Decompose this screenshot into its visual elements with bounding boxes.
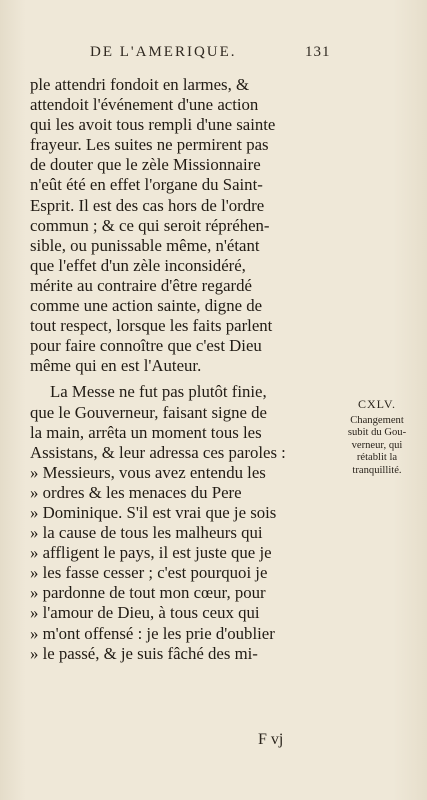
text-line: » la cause de tous les malheurs qui: [30, 523, 263, 543]
text-line: mérite au contraire d'être regardé: [30, 275, 252, 295]
text-line: la main, arrêta un moment tous les: [30, 422, 262, 442]
text-line: » Dominique. S'il est vrai que je sois: [30, 502, 277, 522]
text-line: La Messe ne fut pas plutôt finie,: [50, 382, 267, 402]
text-line: » l'amour de Dieu, à tous ceux qui: [30, 603, 260, 623]
margin-note-line: rétablit la: [356, 452, 398, 464]
margin-note-line: tranquillité.: [352, 464, 402, 476]
text-line: Esprit. Il est des cas hors de l'ordre: [30, 195, 265, 215]
text-line: n'eût été en effet l'organe du Saint-: [30, 175, 263, 195]
text-line: même qui en est l'Auteur.: [30, 356, 202, 376]
text-line: » m'ont offensé : je les prie d'oublier: [30, 623, 275, 643]
body-text: [30, 75, 340, 664]
text-line: » le passé, & je suis fâché des mi-: [30, 643, 258, 663]
text-line: » pardonne de tout mon cœur, pour: [30, 583, 266, 603]
text-line: que l'effet d'un zèle inconsidéré,: [30, 255, 246, 275]
margin-note-line: verneur, qui: [351, 439, 403, 451]
text-line: ple attendri fondoit en larmes, &: [30, 75, 250, 94]
text-line: » ordres & les menaces du Pere: [30, 482, 242, 502]
text-line: sible, ou punissable même, n'étant: [30, 235, 260, 255]
text-line: de douter que le zèle Missionnaire: [30, 155, 261, 175]
text-line: attendoit l'événement d'une action: [30, 95, 259, 115]
margin-note-line: Changement: [350, 415, 404, 426]
signature-mark: F vj: [258, 731, 284, 748]
text-line: Assistans, & leur adressa ces paroles :: [30, 442, 286, 462]
text-line: comme une action sainte, digne de: [30, 296, 263, 316]
margin-note-line: subit du Gou-: [347, 427, 407, 439]
text-line: frayeur. Les suites ne permirent pas: [30, 135, 269, 155]
text-line: que le Gouverneur, faisant signe de: [30, 402, 267, 422]
margin-note-number: CXLV.: [357, 397, 397, 411]
running-title: DE L'AMERIQUE.: [90, 44, 237, 60]
margin-note: [338, 397, 416, 477]
text-line: pour faire connoître que c'est Dieu: [30, 336, 262, 356]
text-line: » Messieurs, vous avez entendu les: [30, 462, 266, 482]
text-line: commun ; & ce qui seroit répréhen-: [30, 215, 270, 235]
text-line: » affligent le pays, il est juste que je: [30, 543, 272, 563]
text-line: » les fasse cesser ; c'est pourquoi je: [30, 563, 268, 583]
text-line: tout respect, lorsque les faits parlent: [30, 316, 273, 336]
text-line: qui les avoit tous rempli d'une sainte: [30, 115, 276, 135]
page-number: 131: [305, 44, 331, 60]
